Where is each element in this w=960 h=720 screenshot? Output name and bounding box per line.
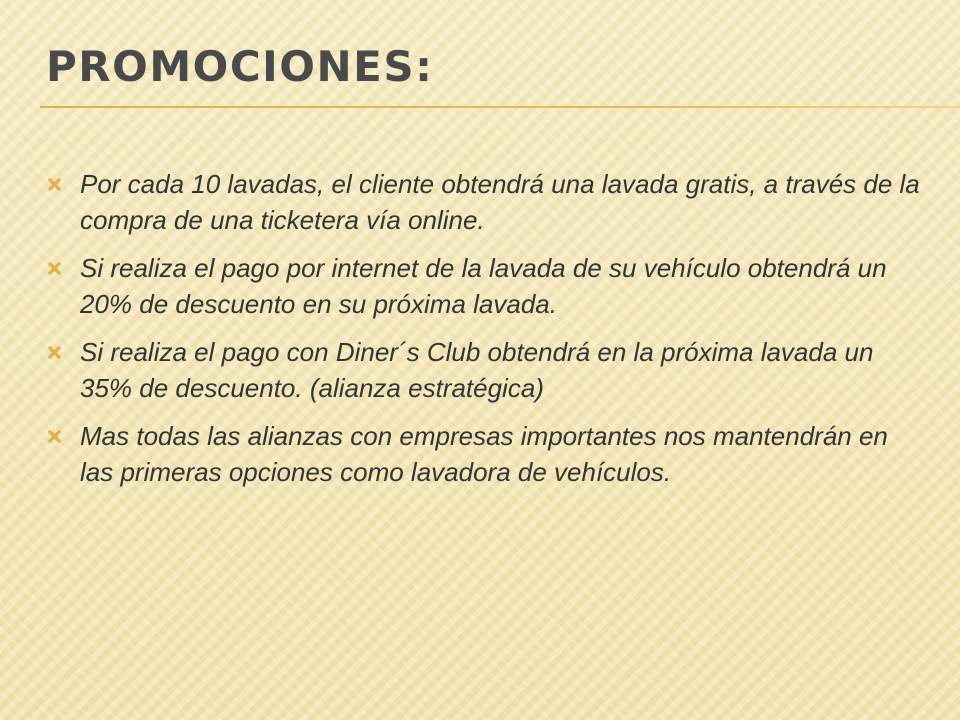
- bullet-text: Si realiza el pago por internet de la lavada de su vehículo obtendrá un 20% de descuento en su próxima lavada.: [80, 253, 887, 319]
- list-item: [46, 334, 926, 406]
- bullet-text: Si realiza el pago con Diner´s Club obtendrá en la próxima lavada un 35% de descuento. (alianza estratégica): [80, 337, 874, 403]
- title-underline: [40, 106, 960, 108]
- list-item: [46, 166, 926, 238]
- x-mark-icon: [46, 418, 80, 454]
- list-item: [46, 418, 926, 490]
- x-mark-icon: [46, 250, 80, 286]
- x-mark-icon: [46, 166, 80, 202]
- x-mark-icon: [46, 334, 80, 370]
- slide-title: PROMOCIONES:: [46, 42, 434, 91]
- bullet-list: [46, 166, 926, 502]
- bullet-text: Mas todas las alianzas con empresas importantes nos mantendrán en las primeras opciones como lavadora de vehículos.: [80, 421, 888, 487]
- bullet-text: Por cada 10 lavadas, el cliente obtendrá una lavada gratis, a través de la compra de una ticketera vía online.: [80, 169, 920, 235]
- list-item: [46, 250, 926, 322]
